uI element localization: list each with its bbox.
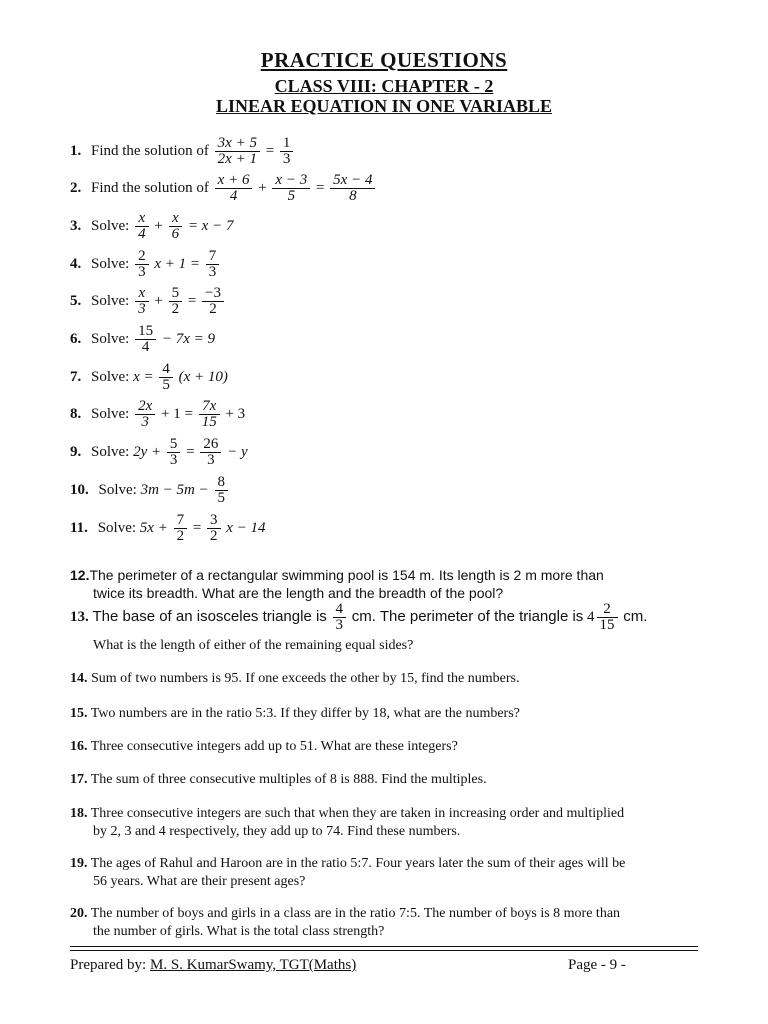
operator: =: [187, 292, 197, 309]
equation-prefix: 5x +: [139, 519, 168, 536]
fraction-denominator: 5: [162, 377, 170, 393]
class-chapter-heading: CLASS VIII: CHAPTER - 2: [274, 76, 494, 96]
equation-rest: = x − 7: [187, 217, 234, 234]
question-label: Solve:: [97, 519, 137, 536]
author-name: M. S. KumarSwamy, TGT(Maths): [149, 957, 357, 973]
fraction-denominator: 3: [335, 617, 344, 633]
question-text-line: Three consecutive integers add up to 51. What are these integers?: [90, 739, 458, 754]
question-2: [70, 173, 377, 204]
equation-rest: + 3: [225, 405, 246, 422]
fraction-denominator: 15: [599, 617, 615, 633]
question-number: 12.: [70, 567, 90, 583]
page-number: Page - 9 -: [568, 957, 626, 973]
fraction-denominator: 2: [209, 301, 217, 317]
question-text-line: The perimeter of a rectangular swimming pool is 154 m. Its length is 2 m more than: [89, 567, 604, 583]
fraction-numerator: −3: [202, 286, 224, 302]
fraction-denominator: 3: [207, 452, 215, 468]
equation-rest: (x + 10): [178, 368, 228, 385]
fraction-numerator: 26: [200, 437, 221, 453]
question-20: [70, 905, 690, 941]
equation-prefix: 2y +: [133, 443, 162, 460]
mixed-number-whole: 4: [587, 608, 595, 625]
question-12: [70, 566, 690, 602]
question-number: 19.: [70, 856, 88, 871]
question-4: [70, 249, 221, 280]
footer-divider-double: [70, 950, 698, 951]
question-9: [70, 437, 248, 468]
question-number: 2.: [70, 179, 82, 196]
operator: =: [265, 142, 275, 159]
fraction-denominator: 3: [141, 414, 149, 430]
question-14: [70, 670, 690, 688]
question-18: [70, 805, 690, 841]
question-number: 20.: [70, 906, 88, 921]
question-number: 9.: [70, 443, 82, 460]
question-5: [70, 286, 226, 317]
question-number: 13.: [70, 608, 89, 625]
equation-rest: − y: [227, 443, 248, 460]
question-text-line: the number of girls. What is the total class strength?: [93, 924, 385, 939]
fraction-numerator: 7x: [199, 399, 220, 415]
question-number: 1.: [70, 142, 82, 159]
question-1: [70, 136, 295, 167]
operator: =: [315, 179, 325, 196]
fraction-denominator: 2: [171, 301, 180, 317]
question-13: [70, 602, 647, 633]
equation-middle: x + 1 =: [154, 255, 200, 272]
fraction-denominator: 3: [138, 264, 146, 280]
operator: =: [192, 519, 202, 536]
fraction-numerator: 15: [135, 324, 156, 340]
page-title: PRACTICE QUESTIONS: [260, 48, 508, 72]
question-number: 3.: [70, 217, 82, 234]
fraction-numerator: x + 6: [215, 173, 253, 189]
fraction-numerator: 1: [280, 136, 294, 152]
question-label: Solve:: [91, 443, 130, 460]
fraction-numerator: 3: [207, 513, 221, 529]
question-label: Solve:: [91, 217, 130, 234]
fraction-numerator: 3x + 5: [215, 136, 260, 152]
operator: +: [154, 292, 163, 309]
fraction-numerator: 5: [169, 286, 183, 302]
fraction-numerator: x: [169, 211, 183, 227]
fraction-denominator: 8: [349, 188, 357, 204]
question-19: [70, 855, 690, 891]
question-text-line: Two numbers are in the ratio 5:3. If they differ by 18, what are the numbers?: [90, 706, 520, 721]
operator: +: [258, 179, 267, 196]
question-7: [70, 362, 228, 393]
fraction-denominator: 4: [229, 188, 238, 204]
question-number: 14.: [70, 671, 88, 686]
question-label: Solve:: [91, 368, 130, 385]
fraction-denominator: 6: [171, 226, 180, 242]
question-number: 8.: [70, 405, 82, 422]
fraction-numerator: 2x: [135, 399, 155, 415]
footer-prefix: Prepared by:: [70, 957, 147, 973]
equation-middle: + 1 =: [161, 405, 193, 422]
fraction-numerator: x: [135, 286, 149, 302]
operator: =: [186, 443, 195, 460]
equation-prefix: 3m − 5m −: [140, 481, 209, 498]
question-label: Find the solution of: [91, 179, 209, 196]
fraction-numerator: x − 3: [272, 173, 310, 189]
question-label: Solve:: [91, 330, 130, 347]
fraction-denominator: 3: [208, 264, 217, 280]
question-number: 7.: [70, 368, 82, 385]
question-number: 18.: [70, 806, 88, 821]
fraction-denominator: 4: [141, 339, 150, 355]
fraction-denominator: 4: [138, 226, 146, 242]
fraction-denominator: 2x + 1: [217, 151, 257, 167]
question-number: 16.: [70, 739, 88, 754]
fraction-numerator: 7: [206, 249, 220, 265]
fraction-numerator: 4: [159, 362, 173, 378]
question-label: Solve:: [91, 255, 130, 272]
footer-author: [70, 957, 356, 974]
fraction-numerator: 4: [333, 602, 347, 618]
question-label: Find the solution of: [91, 142, 209, 159]
question-text: cm.: [623, 607, 648, 625]
operator: +: [154, 217, 163, 234]
question-text-line: The ages of Rahul and Haroon are in the ratio 5:7. Four years later the sum of their ages will be: [90, 856, 626, 871]
fraction-numerator: 8: [215, 475, 229, 491]
question-3: [70, 211, 233, 242]
question-text-line: by 2, 3 and 4 respectively, they add up to 74. Find these numbers.: [93, 824, 461, 839]
question-number: 6.: [70, 330, 82, 347]
fraction-numerator: 2: [597, 602, 618, 618]
question-label: Solve:: [98, 481, 137, 498]
question-text-line: Three consecutive integers are such that when they are taken in increasing order and multiplied: [90, 806, 625, 821]
question-10: [70, 475, 230, 506]
fraction-denominator: 3: [169, 452, 178, 468]
topic-heading: LINEAR EQUATION IN ONE VARIABLE: [215, 96, 553, 116]
equation-rest: − 7x = 9: [161, 330, 215, 347]
fraction-denominator: 15: [201, 414, 217, 430]
question-number: 11.: [70, 519, 88, 536]
question-15: [70, 705, 690, 723]
question-number: 17.: [70, 772, 88, 787]
fraction-denominator: 2: [176, 528, 185, 544]
question-text-line: Sum of two numbers is 95. If one exceeds the other by 15, find the numbers.: [91, 671, 520, 686]
fraction-denominator: 2: [210, 528, 218, 544]
equation-rest: x − 14: [226, 519, 266, 536]
question-6: [70, 324, 215, 355]
equation-prefix: x =: [133, 368, 154, 385]
question-text-line: 56 years. What are their present ages?: [93, 874, 306, 889]
question-text-line: The number of boys and girls in a class are in the ratio 7:5. The number of boys is 8 more than: [90, 906, 621, 921]
question-text: cm. The perimeter of the triangle is: [351, 607, 584, 625]
question-label: Solve:: [91, 405, 130, 422]
question-label: Solve:: [91, 292, 130, 309]
fraction-numerator: 7: [174, 513, 188, 529]
question-text-line: twice its breadth. What are the length and the breadth of the pool?: [93, 585, 504, 601]
fraction-denominator: 5: [217, 490, 226, 506]
question-11: [70, 513, 266, 544]
fraction-numerator: 5x − 4: [330, 173, 375, 189]
footer-divider: [70, 946, 698, 947]
fraction-denominator: 5: [287, 188, 296, 204]
fraction-numerator: x: [135, 211, 149, 227]
question-16: [70, 738, 690, 756]
question-number: 5.: [70, 292, 82, 309]
fraction-denominator: 3: [138, 301, 146, 317]
question-8: [70, 399, 245, 430]
question-text: The base of an isosceles triangle is: [92, 607, 327, 625]
question-number: 10.: [70, 481, 89, 498]
fraction-numerator: 2: [135, 249, 149, 265]
fraction-denominator: 3: [282, 151, 291, 167]
question-17: [70, 771, 690, 789]
fraction-numerator: 5: [167, 437, 181, 453]
question-text-line: The sum of three consecutive multiples of 8 is 888. Find the multiples.: [90, 772, 487, 787]
question-number: 4.: [70, 255, 82, 272]
question-number: 15.: [70, 706, 88, 721]
question-13-line2: What is the length of either of the remaining equal sides?: [93, 638, 414, 653]
